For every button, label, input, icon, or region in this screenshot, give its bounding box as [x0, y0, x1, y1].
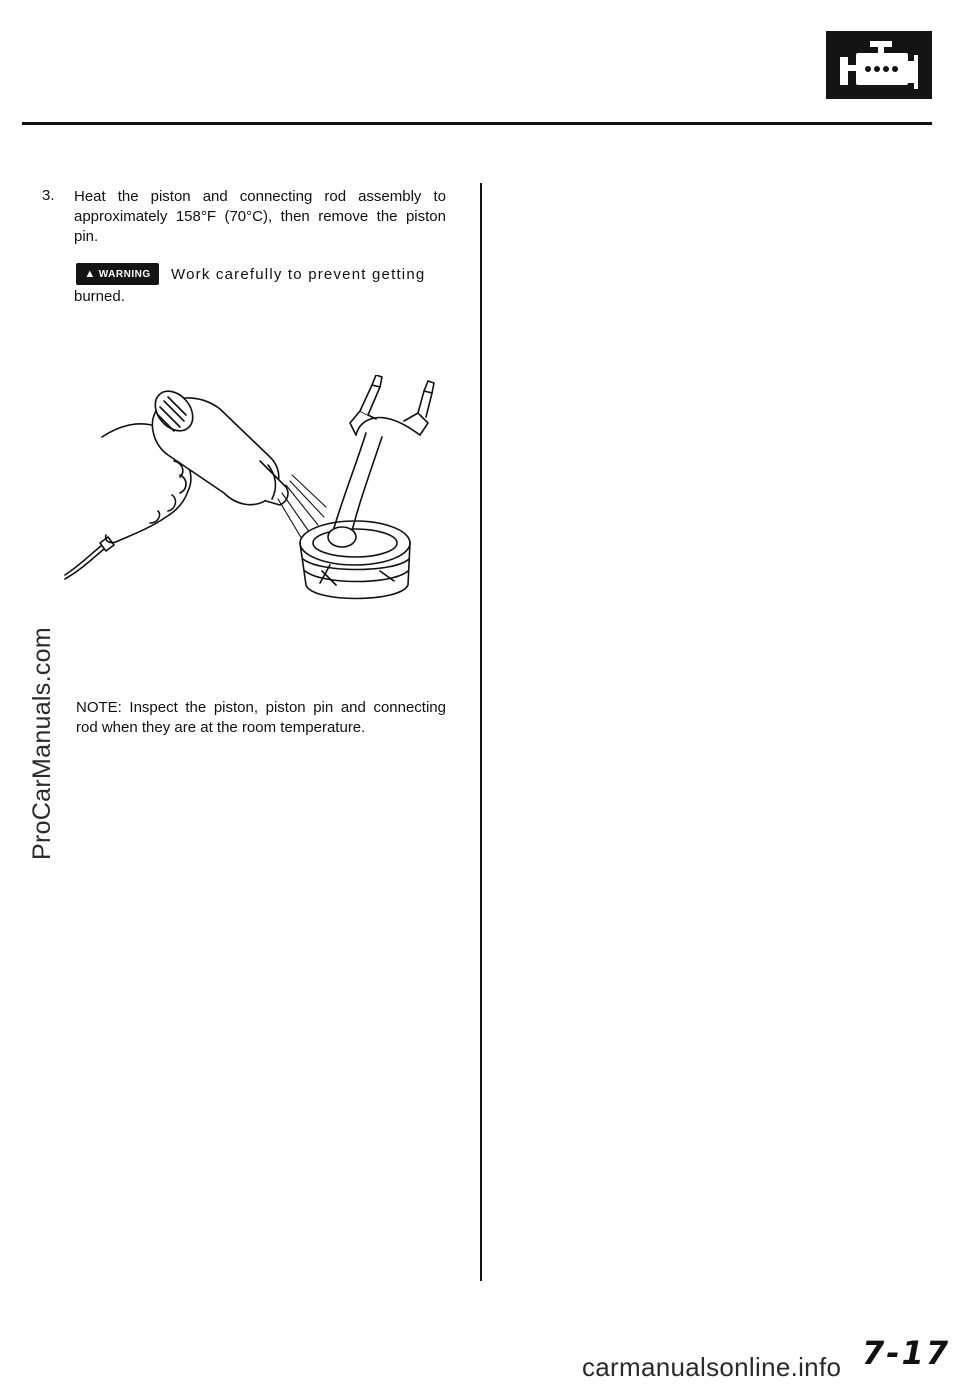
- warning-text: Work carefully to prevent getting: [171, 266, 426, 283]
- note-text: NOTE: Inspect the piston, piston pin and connecting rod when they are at the room temperature.: [76, 699, 446, 736]
- rod-bolt-right: [418, 391, 432, 417]
- warning-triangle-icon: ▲: [84, 267, 96, 280]
- engine-icon: [826, 31, 932, 99]
- engine-section-icon: [826, 31, 932, 99]
- heat-gun-on-piston-illustration: [60, 375, 450, 615]
- power-cord: [65, 545, 102, 575]
- rod-bolt-left: [360, 385, 380, 415]
- step-instruction: Heat the piston and connecting rod assembly to approximately 158°F (70°C), then remove the piston pin.: [74, 188, 446, 245]
- warning-text-continued: burned.: [74, 288, 125, 305]
- side-watermark: ProCarManuals.com: [28, 627, 56, 860]
- header-divider: [22, 122, 932, 125]
- step-number: 3.: [42, 187, 55, 204]
- connecting-rod: [332, 433, 366, 535]
- warning-badge-label: WARNING: [98, 268, 151, 280]
- page-number: 7-17: [862, 1334, 951, 1372]
- bottom-watermark: carmanualsonline.info: [582, 1352, 842, 1382]
- column-divider: [480, 183, 482, 1281]
- piston: [300, 521, 410, 565]
- warning-badge: [76, 263, 159, 285]
